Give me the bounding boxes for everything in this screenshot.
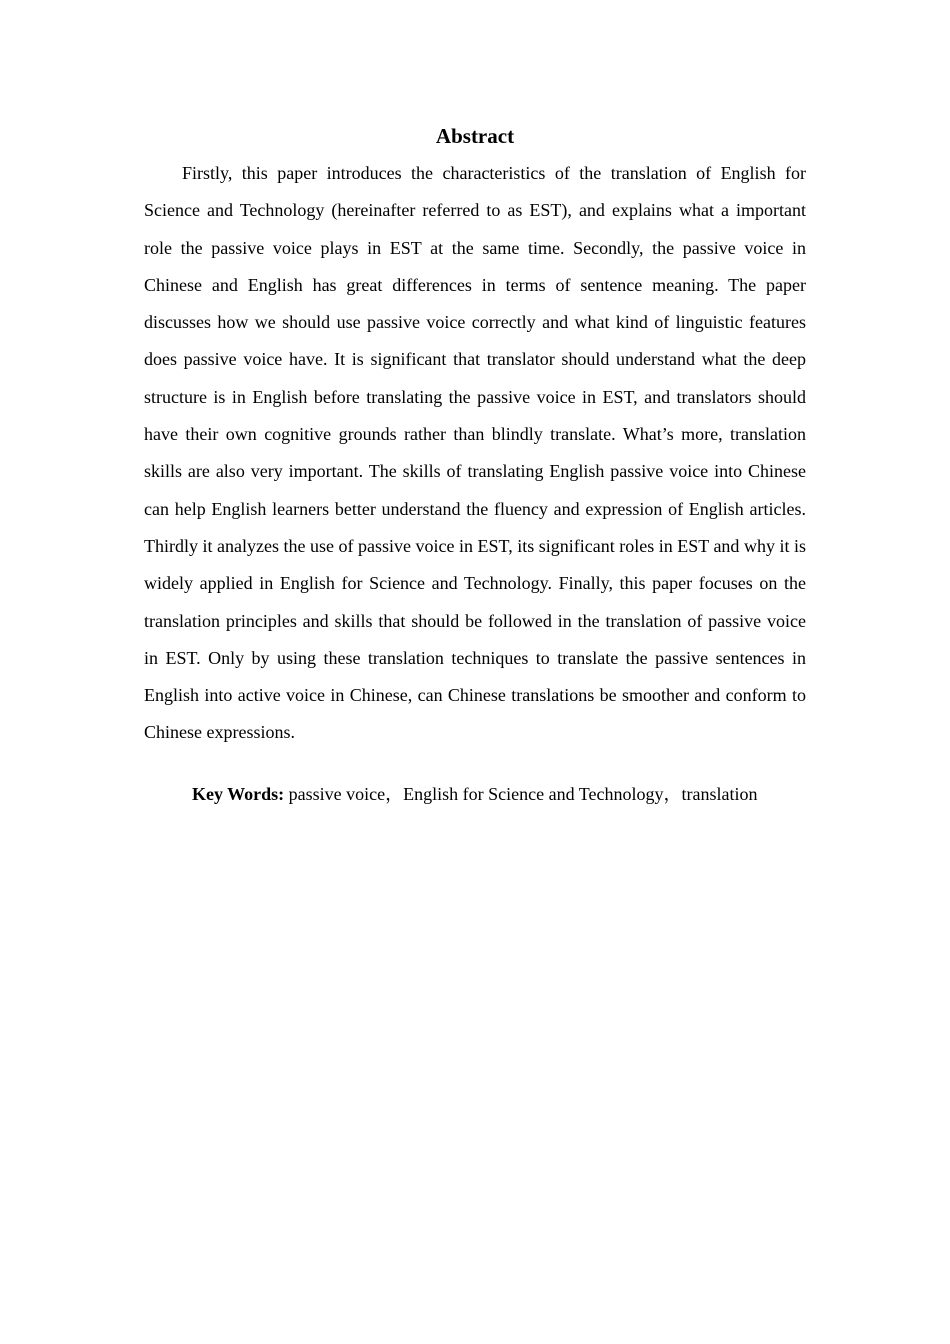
abstract-title: Abstract bbox=[435, 124, 515, 148]
keywords-line bbox=[192, 780, 812, 808]
keywords-label: Key Words: bbox=[192, 784, 285, 804]
abstract-body: Firstly, this paper introduces the characteristics of the translation of English for Science and Technology (hereinafter referred to as EST), and explains what a important role the passive voice plays in EST at the same time. Secondly, the passive voice in Chinese and English has great differences in terms of sentence meaning. The paper discusses how we should use passive voice correctly and what kind of linguistic features does passive voice have. It is significant that translator should understand what the deep structure is in English before translating the passive voice in EST, and translators should have their own cognitive grounds rather than blindly translate. What’s more, translation skills are also very important. The skills of translating English passive voice into Chinese can help English learners better understand the fluency and expression of English articles. Thirdly it analyzes the use of passive voice in EST, its significant roles in EST and why it is widely applied in English for Science and Technology. Finally, this paper focuses on the translation principles and skills that should be followed in the translation of passive voice in EST. Only by using these translation techniques to translate the passive sentences in English into active voice in Chinese, can Chinese translations be smoother and conform to Chinese expressions. bbox=[144, 163, 806, 743]
keywords-list: passive voice，English for Science and Technology，translation bbox=[288, 784, 758, 804]
